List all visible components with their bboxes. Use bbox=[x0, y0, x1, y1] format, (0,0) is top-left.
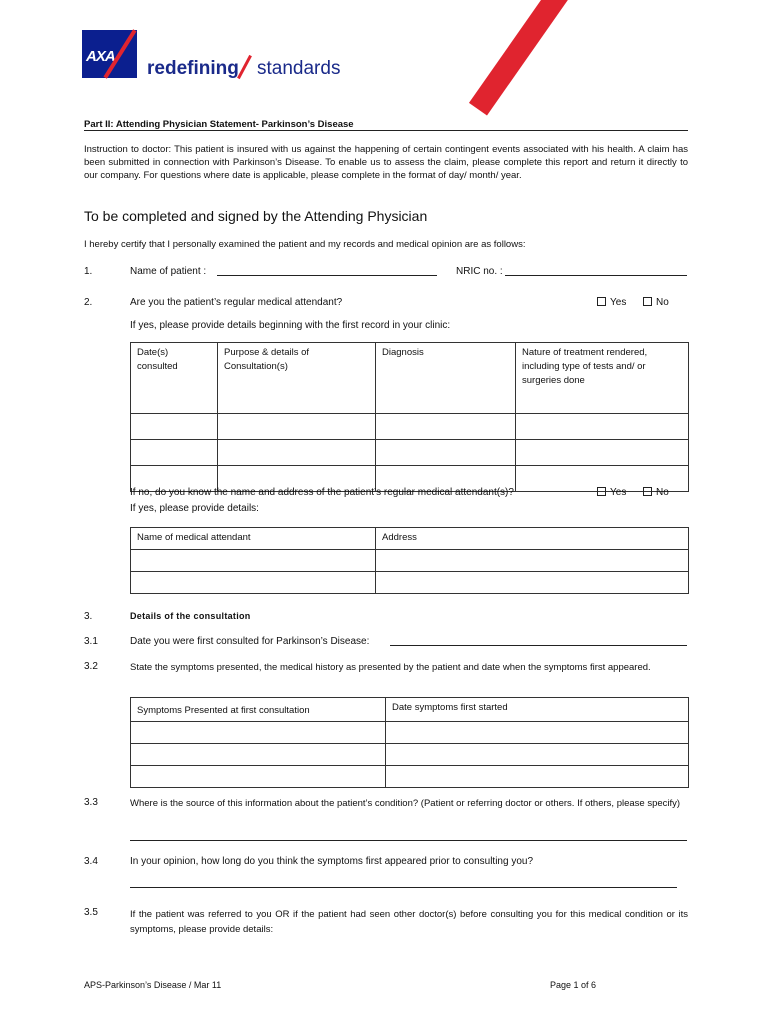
certify-text: I hereby certify that I personally examined the patient and my records and medical opinion are as follows: bbox=[84, 239, 526, 250]
tagline-redefining: redefining bbox=[147, 58, 239, 79]
instruction-text: Instruction to doctor: This patient is insured with us against the happening of certain contingent events associated with his health. A claim has been submitted in connection with Parkinson’s Disease. To enable us to assess the claim, please complete this report and return it directly to our company. For questions where date is applicable, please complete in the format of day/ month/ year. bbox=[84, 144, 688, 181]
section-title: To be completed and signed by the Attending Physician bbox=[84, 208, 428, 224]
table2-header-address: Address bbox=[376, 528, 689, 550]
footer-left: APS-Parkinson’s Disease / Mar 11 bbox=[84, 980, 222, 990]
q1-number: 1. bbox=[84, 266, 93, 277]
table1-header-purpose: Purpose & details of Consultation(s) bbox=[218, 343, 376, 414]
heading-divider bbox=[84, 130, 688, 131]
q34-question: In your opinion, how long do you think the symptoms first appeared prior to consulting you? bbox=[130, 856, 534, 867]
table-row bbox=[131, 550, 689, 572]
q2b-yes-label: Yes bbox=[610, 487, 627, 498]
tagline-slash bbox=[237, 55, 252, 79]
checkbox-icon[interactable] bbox=[597, 297, 606, 306]
checkbox-icon[interactable] bbox=[597, 487, 606, 496]
table1-header-treatment: Nature of treatment rendered, including type of tests and/ or surgeries done bbox=[516, 343, 689, 414]
q2-details-prompt: If yes, please provide details beginning with the first record in your clinic: bbox=[130, 320, 451, 331]
table3-header-symptoms: Symptoms Presented at first consultation bbox=[131, 698, 386, 722]
table1-header-diagnosis: Diagnosis bbox=[376, 343, 516, 414]
nric-label: NRIC no. : bbox=[456, 266, 503, 277]
page-heading: Part II: Attending Physician Statement- Parkinson’s Disease bbox=[84, 119, 354, 130]
q32-question: State the symptoms presented, the medical history as presented by the patient and date when the symptoms first appeared. bbox=[130, 662, 651, 673]
checkbox-icon[interactable] bbox=[643, 487, 652, 496]
table-row bbox=[131, 722, 689, 744]
q2-yes-option[interactable] bbox=[597, 297, 626, 308]
q2-number: 2. bbox=[84, 297, 93, 308]
table-row bbox=[131, 440, 689, 466]
q33-answer-field[interactable] bbox=[130, 830, 687, 841]
q2b-question: If no, do you know the name and address of the patient’s regular medical attendant(s)? bbox=[130, 487, 514, 498]
red-stripe-decoration bbox=[469, 0, 573, 115]
page-number: Page 1 of 6 bbox=[550, 980, 597, 990]
q2-no-option[interactable] bbox=[643, 297, 669, 308]
table-row bbox=[131, 766, 689, 788]
q33-number: 3.3 bbox=[84, 797, 98, 808]
q2b-details-prompt: If yes, please provide details: bbox=[130, 503, 259, 514]
axa-logo-text: AXA bbox=[86, 48, 115, 65]
table3-header-date: Date symptoms first started bbox=[386, 698, 689, 722]
first-consulted-date-field[interactable] bbox=[390, 634, 687, 646]
table-row bbox=[131, 414, 689, 440]
symptoms-table bbox=[130, 697, 689, 788]
table1-header-date: Date(s) consulted bbox=[131, 343, 218, 414]
tagline-standards: standards bbox=[257, 58, 341, 79]
q34-answer-field[interactable] bbox=[130, 877, 677, 888]
q32-number: 3.2 bbox=[84, 661, 98, 672]
attendant-table bbox=[130, 527, 689, 594]
q2b-no-label: No bbox=[656, 487, 669, 498]
q35-question: If the patient was referred to you OR if the patient had seen other doctor(s) before consulting you for this medical condition or its symptoms, please provide details: bbox=[130, 909, 688, 935]
table2-header-name: Name of medical attendant bbox=[131, 528, 376, 550]
q2-yes-label: Yes bbox=[610, 297, 627, 308]
q2-no-label: No bbox=[656, 297, 669, 308]
q3-title: Details of the consultation bbox=[130, 611, 251, 621]
table-row bbox=[131, 744, 689, 766]
consultation-table bbox=[130, 342, 689, 492]
q2b-no-option[interactable] bbox=[643, 487, 669, 498]
q35-number: 3.5 bbox=[84, 907, 98, 918]
patient-name-label: Name of patient : bbox=[130, 266, 207, 277]
checkbox-icon[interactable] bbox=[643, 297, 652, 306]
q31-question: Date you were first consulted for Parkinson’s Disease: bbox=[130, 636, 370, 647]
patient-name-field[interactable] bbox=[217, 264, 437, 276]
q3-number: 3. bbox=[84, 611, 93, 622]
table-row bbox=[131, 572, 689, 594]
nric-field[interactable] bbox=[505, 264, 687, 276]
q33-question: Where is the source of this information about the patient’s condition? (Patient or referring doctor or others. If others, please specify) bbox=[130, 798, 681, 809]
q34-number: 3.4 bbox=[84, 856, 98, 867]
q2b-yes-option[interactable] bbox=[597, 487, 626, 498]
q31-number: 3.1 bbox=[84, 636, 98, 647]
q2-question: Are you the patient’s regular medical attendant? bbox=[130, 297, 343, 308]
